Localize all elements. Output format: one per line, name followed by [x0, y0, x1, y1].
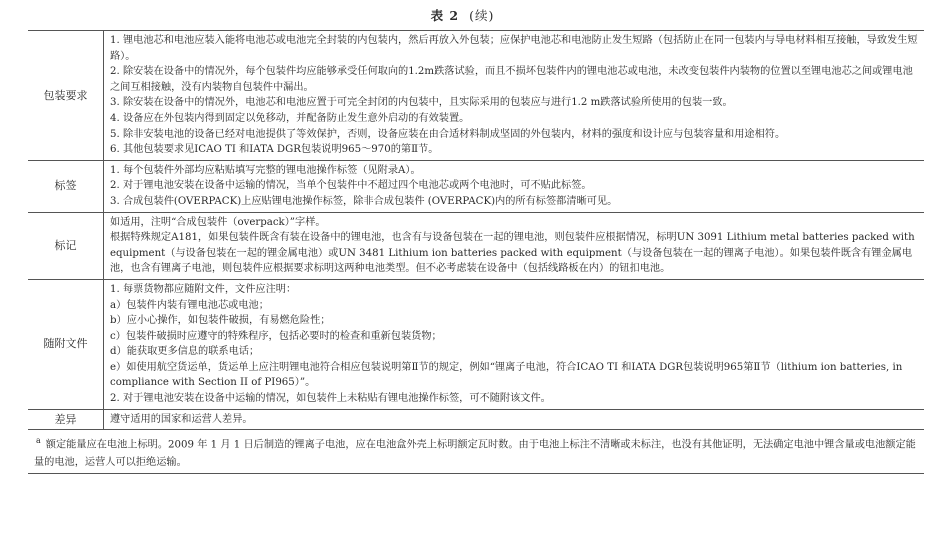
- documents-line: 2. 对于锂电池安装在设备中运输的情况，如包装件上未粘贴有锂电池操作标签，可不随附该文件。: [110, 393, 551, 405]
- row-label-marks: 标记: [28, 212, 104, 279]
- footnote-mark: a: [36, 436, 41, 446]
- documents-line: a）包装件内装有锂电池芯或电池；: [110, 299, 269, 311]
- table-row-documents: [28, 279, 924, 409]
- documents-line: d）能获取更多信息的联系电话；: [110, 346, 260, 358]
- requirements-table: [28, 30, 924, 474]
- row-content-packaging: [104, 31, 925, 161]
- labels-line: 1. 每个包装件外部均应粘贴填写完整的锂电池操作标签（见附录A）。: [110, 164, 421, 176]
- row-label-documents: 随附文件: [28, 279, 104, 409]
- packaging-line: 2. 除安装在设备中的情况外，每个包装件均应能够承受任何取向的1.2m跌落试验，而且不损坏包装件内的锂电池芯或电池，未改变包装件内装物的位置以至锂电池芯之间或锂电池之间互相接触，没有内装物自包装件中漏出。: [110, 66, 913, 93]
- table-row-variations: [28, 409, 924, 430]
- table-title: 表 2: [430, 8, 460, 23]
- packaging-line: 5. 除非安装电池的设备已经对电池提供了等效保护，否则，设备应装在由合适材料制成坚固的外包装内，材料的强度和设计应与包装容量和用途相符。: [110, 128, 786, 140]
- packaging-line: 4. 设备应在外包装内得到固定以免移动，并配备防止发生意外启动的有效装置。: [110, 112, 470, 124]
- row-label-packaging: 包装要求: [28, 31, 104, 161]
- row-content-documents: [104, 279, 925, 409]
- table-caption: [0, 6, 925, 24]
- labels-line: 2. 对于锂电池安装在设备中运输的情况，当单个包装件中不超过四个电池芯或两个电池时，可不贴此标签。: [110, 180, 592, 192]
- labels-line: 3. 合成包装件(OVERPACK)上应贴锂电池操作标签，除非合成包装件 (OVERPACK)内的所有标签都清晰可见。: [110, 195, 618, 207]
- documents-line: c）包装件破损时应遵守的特殊程序，包括必要时的检查和重新包装货物；: [110, 330, 442, 342]
- table-footnote: [28, 430, 924, 473]
- documents-line: b）应小心操作，如包装件破损，有易燃危险性；: [110, 315, 331, 327]
- row-label-labels: 标签: [28, 160, 104, 212]
- table-row-labels: [28, 160, 924, 212]
- packaging-line: 3. 除安装在设备中的情况外，电池芯和电池应置于可完全封闭的内包装中，且实际采用的包装应与进行1.2 m跌落试验所使用的包装一致。: [110, 97, 733, 109]
- documents-line: e）如使用航空货运单，货运单上应注明锂电池符合相应包装说明第Ⅱ节的规定，例如“锂离子电池，符合ICAO TI 和IATA DGR包装说明965第Ⅱ节（lithium ion batteries, in compliance with Section II of PI965）”。: [110, 361, 903, 389]
- row-label-variations: 差异: [28, 409, 104, 430]
- footnote-text: 额定能量应在电池上标明。2009 年 1 月 1 日后制造的锂离子电池，应在电池盒外壳上标明额定瓦时数。由于电池上标注不清晰或未标注，也没有其他证明，无法确定电池中锂含量或电池额定能量的电池，运营人可以拒绝运输。: [34, 439, 916, 468]
- table-continuation: (续): [469, 8, 495, 23]
- packaging-line: 1. 锂电池芯和电池应装入能将电池芯或电池完全封装的内包装内，然后再放入外包装；应保护电池芯和电池防止发生短路（包括防止在同一包装内与导电材料相互接触，导致发生短路）。: [110, 35, 918, 62]
- table-row-marks: [28, 212, 924, 279]
- marks-line: 根据特殊规定A181，如果包装件既含有装在设备中的锂电池，也含有与设备包装在一起的锂电池，则包装件应根据情况，标明UN 3091 Lithium metal batteries packed with equipment（与设备包装在一起的锂金属电池）或UN 3481 Lithium ion batteries packed with equipment（与设备包装在一起的锂离子电池）。如果包装件既含有锂金属电池，也含有锂离子电池，则包装件应根据要求标明这两种电池类型。但不必考虑装在设备中（包括线路板在内）的钮扣电池。: [110, 232, 915, 275]
- marks-line: 如适用，注明“合成包装件（overpack）”字样。: [110, 216, 326, 228]
- row-content-variations: [104, 409, 925, 430]
- table-row-packaging: [28, 31, 924, 161]
- variations-line: 遵守适用的国家和运营人差异。: [110, 413, 253, 425]
- packaging-line: 6. 其他包装要求见ICAO TI 和IATA DGR包装说明965～970的第Ⅱ节。: [110, 144, 439, 156]
- row-content-labels: [104, 160, 925, 212]
- documents-line: 1. 每票货物都应随附文件，文件应注明：: [110, 283, 297, 295]
- row-content-marks: [104, 212, 925, 279]
- table-row-footnote: [28, 430, 924, 473]
